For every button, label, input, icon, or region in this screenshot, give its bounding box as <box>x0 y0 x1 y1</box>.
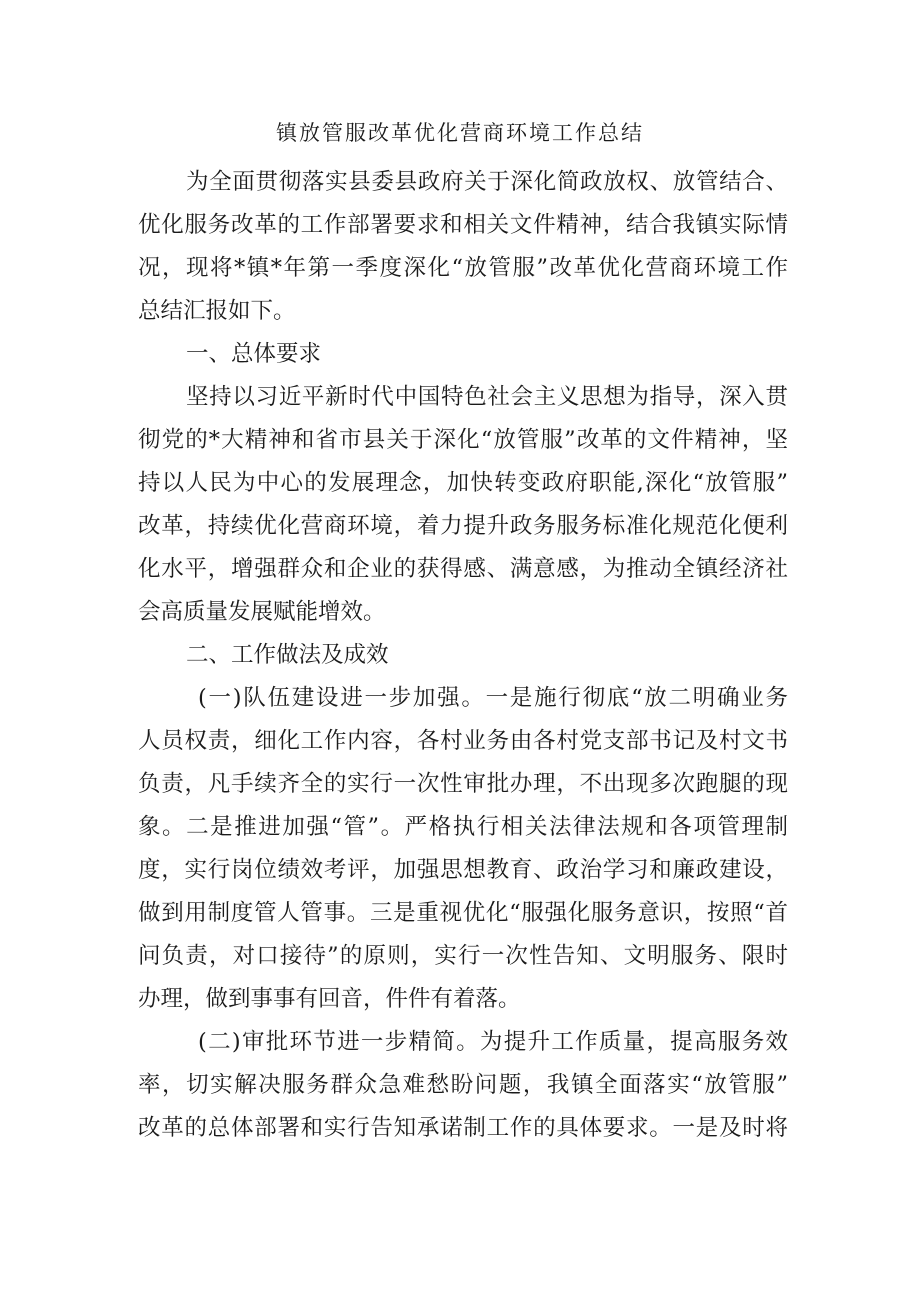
paragraph-line: 率，切实解决服务群众急难愁盼问题，我镇全面落实“放管服” <box>138 1072 788 1098</box>
paragraph-line: 坚持以习近平新时代中国特色社会主义思想为指导，深入贯 <box>186 384 788 410</box>
paragraph-line: (二)审批环节进一步精简。为提升工作质量，提高服务效 <box>198 1029 788 1055</box>
paragraph-line: 负责，凡手续齐全的实行一次性审批办理，不出现多次跑腿的现 <box>138 771 788 797</box>
paragraph-line: 做到用制度管人管事。三是重视优化“服强化服务意识，按照“首 <box>138 900 788 926</box>
paragraph-line: 化水平，增强群众和企业的获得感、满意感，为推动全镇经济社 <box>138 556 788 582</box>
paragraph-line: 况，现将*镇*年第一季度深化“放管服”改革优化营商环境工作 <box>138 255 788 281</box>
paragraph-line: 改革的总体部署和实行告知承诺制工作的具体要求。一是及时将 <box>138 1115 788 1141</box>
paragraph-line: 办理，做到事事有回音，件件有着落。 <box>138 986 521 1012</box>
paragraph-line: 优化服务改革的工作部署要求和相关文件精神，结合我镇实际情 <box>138 212 788 238</box>
paragraph-line: 彻党的*大精神和省市县关于深化“放管服”改革的文件精神，坚 <box>138 427 788 453</box>
paragraph-line: 象。二是推进加强“管”。严格执行相关法律法规和各项管理制 <box>138 814 788 840</box>
document-title: 镇放管服改革优化营商环境工作总结 <box>276 121 644 145</box>
paragraph-line: (一)队伍建设进一步加强。一是施行彻底“放二明确业务 <box>198 685 788 711</box>
paragraph-line: 改革，持续优化营商环境，着力提升政务服务标准化规范化便利 <box>138 513 788 539</box>
paragraph-line: 会高质量发展赋能增效。 <box>138 599 386 625</box>
paragraph-line: 总结汇报如下。 <box>138 298 296 324</box>
paragraph-line: 持以人民为中心的发展理念，加快转变政府职能,深化“放管服” <box>138 470 788 496</box>
paragraph-line: 为全面贯彻落实县委县政府关于深化简政放权、放管结合、 <box>186 169 788 195</box>
paragraph-line: 问负责，对口接待”的原则，实行一次性告知、文明服务、限时 <box>138 943 788 969</box>
section-heading: 一、总体要求 <box>186 341 322 367</box>
paragraph-line: 人员权责，细化工作内容，各村业务由各村党支部书记及村文书 <box>138 728 788 754</box>
paragraph-line: 度，实行岗位绩效考评，加强思想教育、政治学习和廉政建设， <box>138 857 788 883</box>
section-heading: 二、工作做法及成效 <box>186 642 389 668</box>
